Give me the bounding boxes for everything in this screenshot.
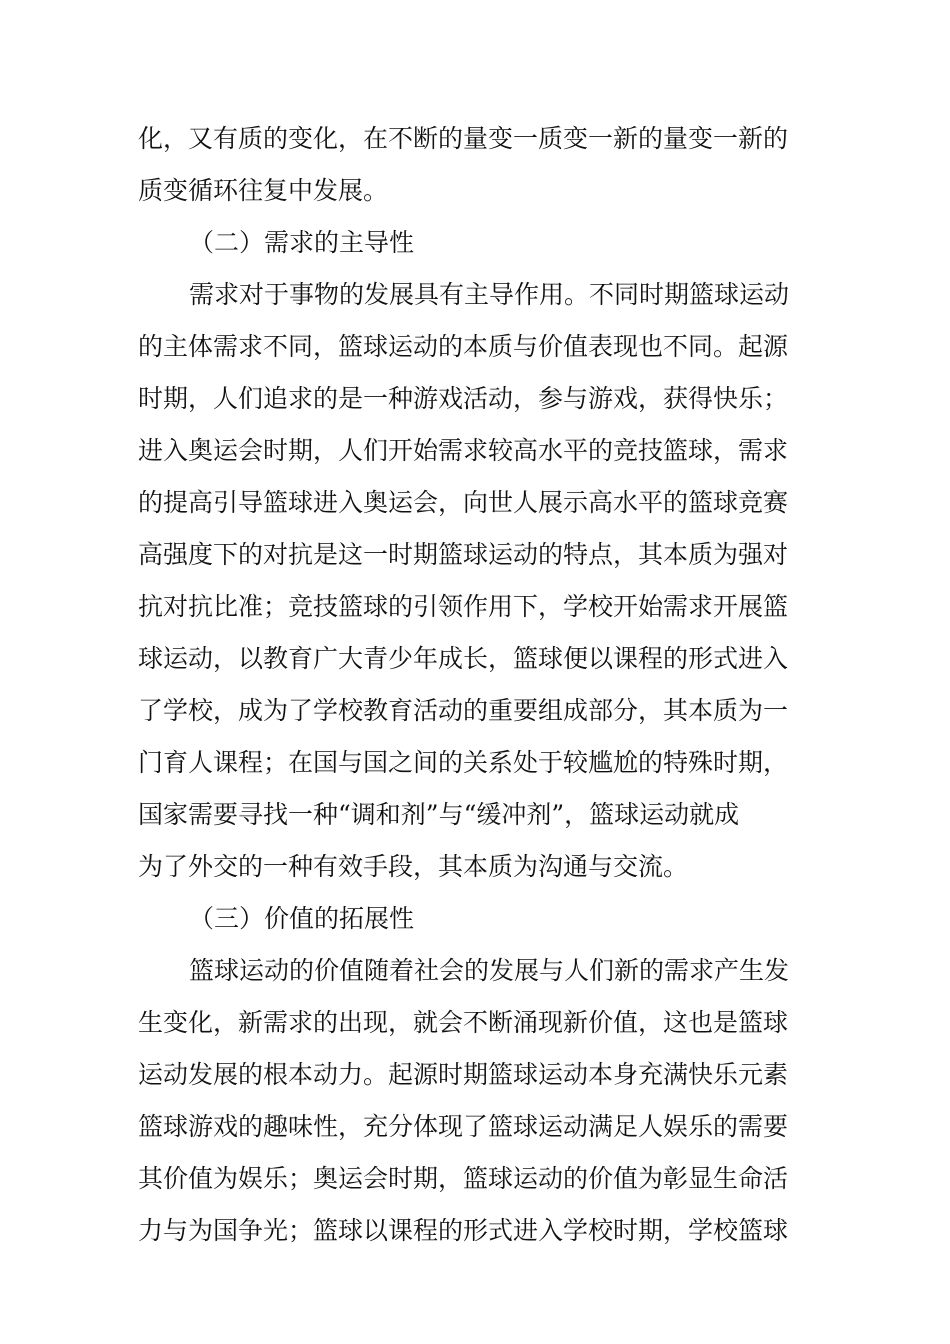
paragraph-line: 抗对抗比准；竞技篮球的引领作用下，学校开始需求开展篮 bbox=[138, 592, 789, 621]
paragraph-line: 化，又有质的变化，在不断的量变一质变一新的量变一新的 bbox=[138, 124, 789, 153]
paragraph-line: 了学校，成为了学校教育活动的重要组成部分，其本质为一 bbox=[138, 696, 789, 725]
paragraph-line: 的提高引导篮球进入奥运会，向世人展示高水平的篮球竞赛 bbox=[138, 488, 789, 517]
paragraph-line: 高强度下的对抗是这一时期篮球运动的特点，其本质为强对 bbox=[138, 540, 789, 569]
paragraph-line: 生变化，新需求的出现，就会不断涌现新价值，这也是篮球 bbox=[138, 1008, 789, 1037]
paragraph-line: 运动发展的根本动力。起源时期篮球运动本身充满快乐元素 bbox=[138, 1060, 789, 1089]
paragraph-line: 球运动，以教育广大青少年成长，篮球便以课程的形式进入 bbox=[138, 644, 789, 673]
paragraph-line: 的主体需求不同，篮球运动的本质与价值表现也不同。起源 bbox=[138, 332, 789, 361]
paragraph-line: 其价值为娱乐；奥运会时期，篮球运动的价值为彰显生命活 bbox=[138, 1164, 789, 1193]
paragraph-line: 国家需要寻找一种“调和剂”与“缓冲剂”，篮球运动就成 bbox=[138, 800, 740, 829]
paragraph-line-indented: 篮球运动的价值随着社会的发展与人们新的需求产生发 bbox=[189, 956, 790, 985]
paragraph-line: 为了外交的一种有效手段，其本质为沟通与交流。 bbox=[138, 852, 689, 881]
paragraph-line: 质变循环往复中发展。 bbox=[138, 176, 389, 205]
paragraph-line: 门育人课程；在国与国之间的关系处于较尴尬的特殊时期， bbox=[138, 748, 789, 777]
document-body bbox=[138, 113, 828, 1257]
paragraph-line-indented: 需求对于事物的发展具有主导作用。不同时期篮球运动 bbox=[189, 280, 790, 309]
paragraph-line: 时期，人们追求的是一种游戏活动，参与游戏，获得快乐； bbox=[138, 384, 789, 413]
paragraph-line: 篮球游戏的趣味性，充分体现了篮球运动满足人娱乐的需要 bbox=[138, 1112, 789, 1141]
paragraph-line-indented: （三）价值的拓展性 bbox=[189, 904, 415, 933]
paragraph-line: 力与为国争光；篮球以课程的形式进入学校时期，学校篮球 bbox=[138, 1216, 789, 1245]
paragraph-line: 进入奥运会时期，人们开始需求较高水平的竞技篮球，需求 bbox=[138, 436, 789, 465]
paragraph-line-indented: （二）需求的主导性 bbox=[189, 228, 415, 257]
